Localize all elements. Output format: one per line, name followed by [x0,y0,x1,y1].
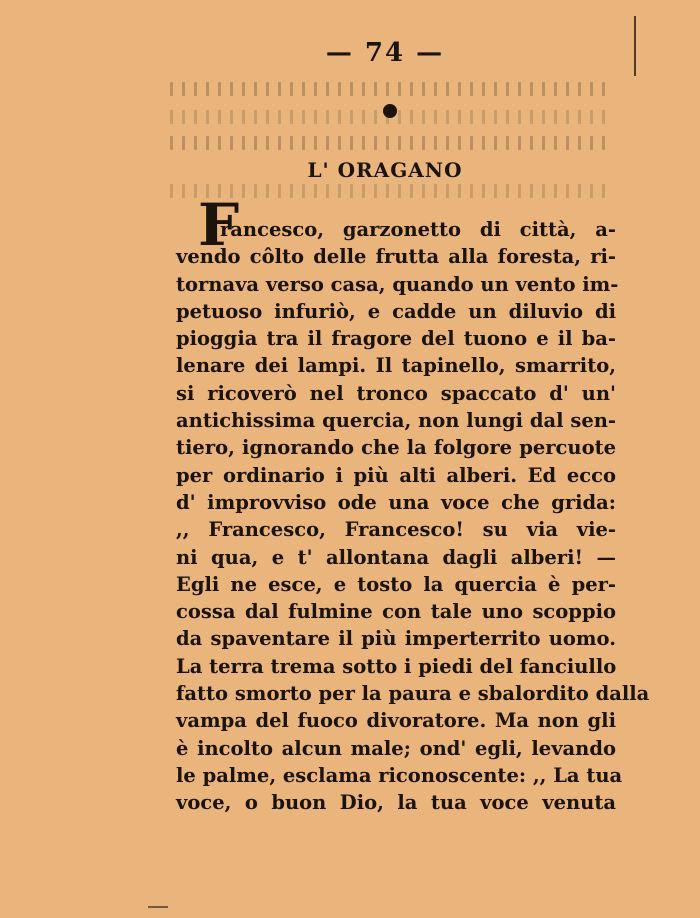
text-line: per ordinario i più alti alberi. Ed ecco [176,463,616,487]
text-line: tiero, ignorando che la folgore percuote [176,436,616,460]
text-line: le palme, esclama riconoscente: ,, La tua [176,763,623,787]
text-line: Egli ne esce, e tosto la quercia è per- [176,572,616,596]
text-line: rancesco, garzonetto di città, a- [220,218,616,241]
text-line: d' improvviso ode una voce che grida: [176,490,616,514]
bleed-through-text [170,136,610,150]
text-line: da spaventare il più imperterrito uomo. [176,627,616,651]
chapter-title: L' ORAGANO [307,158,463,182]
page-number: — 74 — [325,38,445,68]
text-line: tornava verso casa, quando un vento im- [176,272,619,296]
text-line: ,, Francesco, Francesco! su via vie- [176,518,616,542]
text-line: è incolto alcun male; ond' egli, levando [176,736,616,760]
text-line: La terra trema sotto i piedi del fanciullo [176,654,617,678]
text-line: vendo côlto delle frutta alla foresta, ri- [176,245,616,269]
text-line: petuoso infuriò, e cadde un diluvio di [176,299,616,323]
text-line: cossa dal fulmine con tale uno scoppio [176,600,616,624]
text-line: fatto smorto per la paura e sbalordito dalla [176,682,650,706]
text-line: si ricoverò nel tronco spaccato d' un' [176,381,616,405]
ornament-dot [383,104,397,118]
bleed-through-text [170,82,610,96]
body-text [176,216,650,817]
text-line: ni qua, e t' allontana dagli alberi! — [176,545,616,569]
page-mark [148,906,168,908]
text-line: lenare dei lampi. Il tapinello, smarrito, [176,354,616,378]
drop-cap: F [198,191,240,259]
text-line: pioggia tra il fragore del tuono e il ba- [176,327,616,351]
text-line: voce, o buon Dio, la tua voce venuta [176,791,616,815]
text-line: vampa del fuoco divoratore. Ma non gli [176,709,616,733]
text-line: antichissima quercia, non lungi dal sen- [176,409,616,433]
